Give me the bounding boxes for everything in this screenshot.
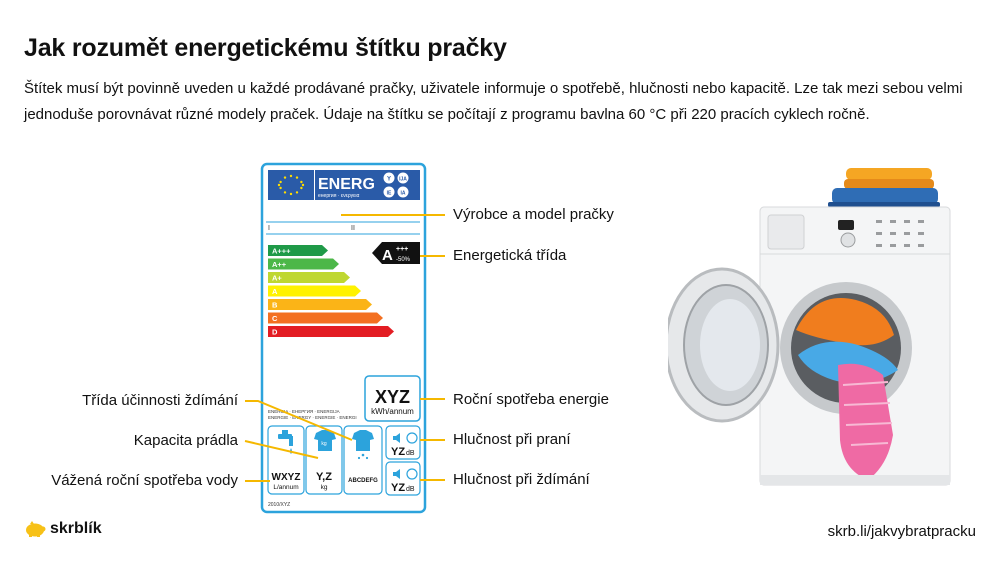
noise-wash-unit: dB (406, 450, 415, 457)
callout-spin-class: Třída účinnosti ždímání (82, 392, 238, 409)
callout-water: Vážená roční spotřeba vody (51, 472, 238, 489)
energy-value: XYZ (374, 387, 411, 407)
badge-3: IE (386, 190, 392, 197)
washing-machine-illustration (668, 160, 968, 490)
noise-wash-value: YZ (391, 446, 406, 458)
callout-manufacturer: Výrobce a model pračky (453, 206, 614, 223)
spin-value: ABCDEFG (348, 478, 378, 484)
slot-i: I (268, 225, 270, 232)
energy-class-bar (268, 286, 361, 297)
energy-class-label: A (272, 287, 278, 296)
intro-text: Štítek musí být povinně uveden u každé prodávané pračky, uživatele informuje o spotřebě, hlučnosti nebo kapacitě. Lze tak mezi sebou velmi jednoduše porovnávat různé modely praček. Údaje na štítku se počítají z programu bavlna 60 °C při 220 pracích cyklech ročně. (24, 80, 963, 123)
energy-class-label: A+++ (272, 246, 291, 256)
badge-1: Y (386, 176, 392, 183)
water-value: WXYZ (271, 472, 301, 483)
rating-sup: +++ (396, 246, 409, 253)
callout-energy-class: Energetická třída (453, 247, 567, 264)
energy-class-label: D (272, 327, 278, 337)
noise-spin-unit: dB (406, 486, 415, 493)
page-title: Jak rozumět energetickému štítku pračky (24, 34, 507, 62)
piggy-bank-icon (24, 521, 46, 537)
energy-class-bar (268, 326, 394, 337)
callout-noise-spin: Hlučnost při ždímání (453, 471, 590, 488)
kg-icon-text: kg (321, 441, 327, 447)
badge-4: IA (400, 190, 406, 197)
energy-class-bar (268, 313, 383, 324)
energ-text: ENERG (318, 176, 375, 193)
callout-annual-energy: Roční spotřeba energie (453, 391, 609, 408)
energy-class-label: A+ (272, 273, 282, 283)
energy-class-label: C (272, 314, 278, 323)
energy-class-label: A++ (272, 260, 287, 269)
label-footer-code: 2010/XYZ (268, 502, 291, 508)
energ-subtext: енергия · ενεργεια (318, 193, 360, 199)
capacity-unit: kg (320, 484, 328, 491)
rating-letter: A (382, 247, 393, 264)
callout-capacity: Kapacita prádla (133, 432, 238, 449)
capacity-value: Y,Z (316, 471, 332, 483)
energy-class-bar (268, 299, 372, 310)
energy-unit: kWh/annum (371, 407, 414, 416)
energy-rating-arrow (372, 242, 420, 264)
brand-logo[interactable] (24, 520, 102, 538)
multilang-line-1: ENERGIA · ЕНЕРГИЯ · ENERGIJA (268, 409, 340, 414)
energy-class-label: B (272, 300, 278, 310)
water-unit: L/annum (273, 484, 299, 491)
footer-url-link[interactable]: skrb.li/jakvybratpracku (827, 523, 976, 540)
multilang-line-2: ENERGIE · ENERGY · ENERGIE · ENERGI (268, 415, 357, 420)
brand-name: skrblík (50, 520, 102, 537)
callout-noise-wash: Hlučnost při praní (453, 431, 571, 448)
noise-spin-value: YZ (391, 482, 406, 494)
badge-2: IJA (399, 176, 407, 183)
rating-sub: -50% (396, 257, 411, 263)
eu-flag-icon (268, 170, 314, 200)
slot-ii: II (351, 225, 355, 232)
